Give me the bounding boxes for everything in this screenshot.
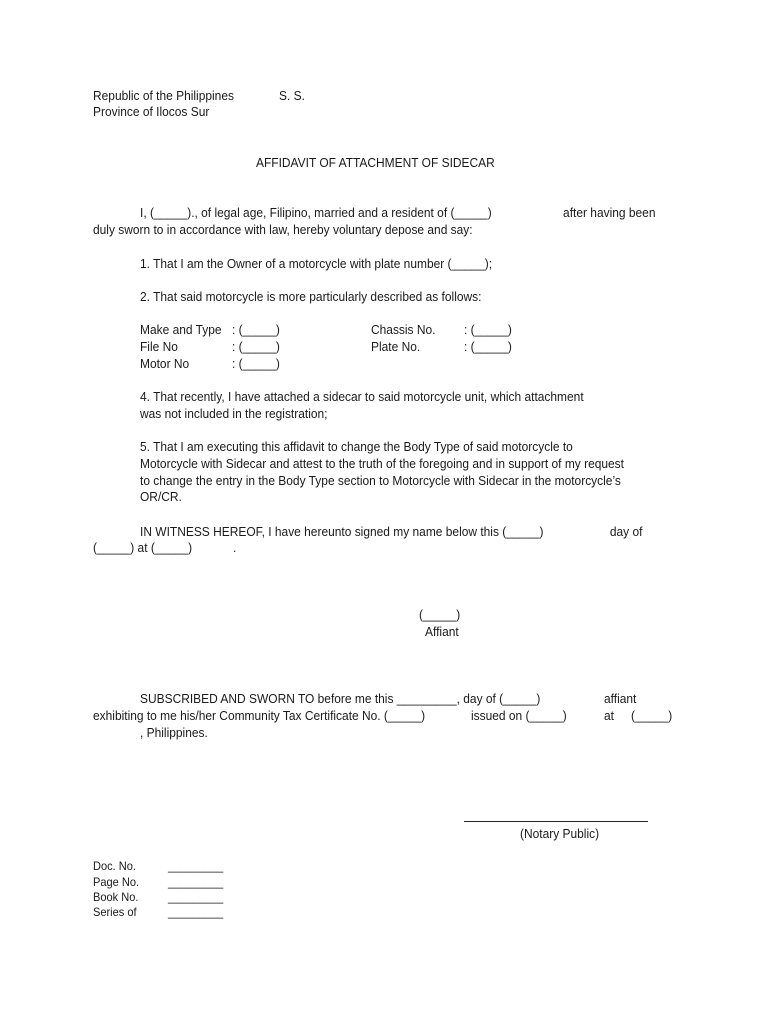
subscribed-issued-on: issued on (_____): [471, 708, 567, 723]
affiant-blank: (_____): [419, 607, 461, 622]
subscribed-at: at: [604, 708, 614, 723]
page-no-value: _________: [168, 875, 224, 889]
witness-line-2-end: .: [233, 540, 237, 555]
chassis-no-label: Chassis No.: [371, 322, 436, 337]
item-1: 1. That I am the Owner of a motorcycle with plate number (_____);: [140, 256, 493, 271]
make-type-value: : (_____): [232, 322, 280, 337]
subscribed-line-1: SUBSCRIBED AND SWORN TO before me this _________, day of (_____): [140, 691, 541, 706]
intro-line-1: I, (_____)., of legal age, Filipino, married and a resident of (_____): [140, 205, 492, 220]
doc-no-value: _________: [168, 859, 224, 873]
book-no-value: _________: [168, 890, 224, 904]
series-value: _________: [168, 905, 224, 919]
notary-signature-line: [464, 821, 648, 822]
file-no-value: : (_____): [232, 339, 280, 354]
item-5-line-3: to change the entry in the Body Type section to Motorcycle with Sidecar in the motorcycle’s: [140, 473, 621, 488]
file-no-label: File No: [140, 339, 178, 354]
header-republic: Republic of the Philippines: [93, 88, 234, 103]
subscribed-place-blank: (_____): [631, 708, 673, 723]
plate-no-value: : (_____): [464, 339, 512, 354]
subscribed-line-2: exhibiting to me his/her Community Tax Certificate No. (_____): [93, 708, 426, 723]
notary-label: (Notary Public): [520, 826, 600, 841]
affiant-label: Affiant: [425, 624, 459, 639]
item-5-line-4: OR/CR.: [140, 489, 182, 504]
motor-no-value: : (_____): [232, 356, 280, 371]
witness-line-1-end: day of: [609, 524, 642, 539]
header-province: Province of Ilocos Sur: [93, 104, 210, 119]
subscribed-line-1-end: affiant: [604, 691, 637, 706]
intro-line-2: duly sworn to in accordance with law, hereby voluntary depose and say:: [93, 222, 473, 237]
document-title: AFFIDAVIT OF ATTACHMENT OF SIDECAR: [256, 155, 495, 170]
chassis-no-value: : (_____): [464, 322, 512, 337]
item-5-line-2: Motorcycle with Sidecar and attest to the truth of the foregoing and in support of my request: [140, 456, 624, 471]
item-4-line-2: was not included in the registration;: [140, 406, 328, 421]
series-label: Series of: [93, 905, 137, 919]
book-no-label: Book No.: [93, 890, 139, 904]
item-5-line-1: 5. That I am executing this affidavit to change the Body Type of said motorcycle to: [140, 439, 573, 454]
plate-no-label: Plate No.: [371, 339, 421, 354]
witness-line-2: (_____) at (_____): [93, 540, 193, 555]
item-4-line-1: 4. That recently, I have attached a sidecar to said motorcycle unit, which attachment: [140, 389, 584, 404]
witness-line-1: IN WITNESS HEREOF, I have hereunto signed my name below this (_____): [140, 524, 544, 539]
motor-no-label: Motor No: [140, 356, 190, 371]
make-type-label: Make and Type: [140, 322, 222, 337]
page-no-label: Page No.: [93, 875, 140, 889]
intro-line-1-end: after having been: [562, 205, 655, 220]
item-2: 2. That said motorcycle is more particularly described as follows:: [140, 289, 482, 304]
doc-no-label: Doc. No.: [93, 859, 136, 873]
header-ss: S. S.: [279, 88, 305, 103]
subscribed-line-3: , Philippines.: [140, 725, 208, 740]
